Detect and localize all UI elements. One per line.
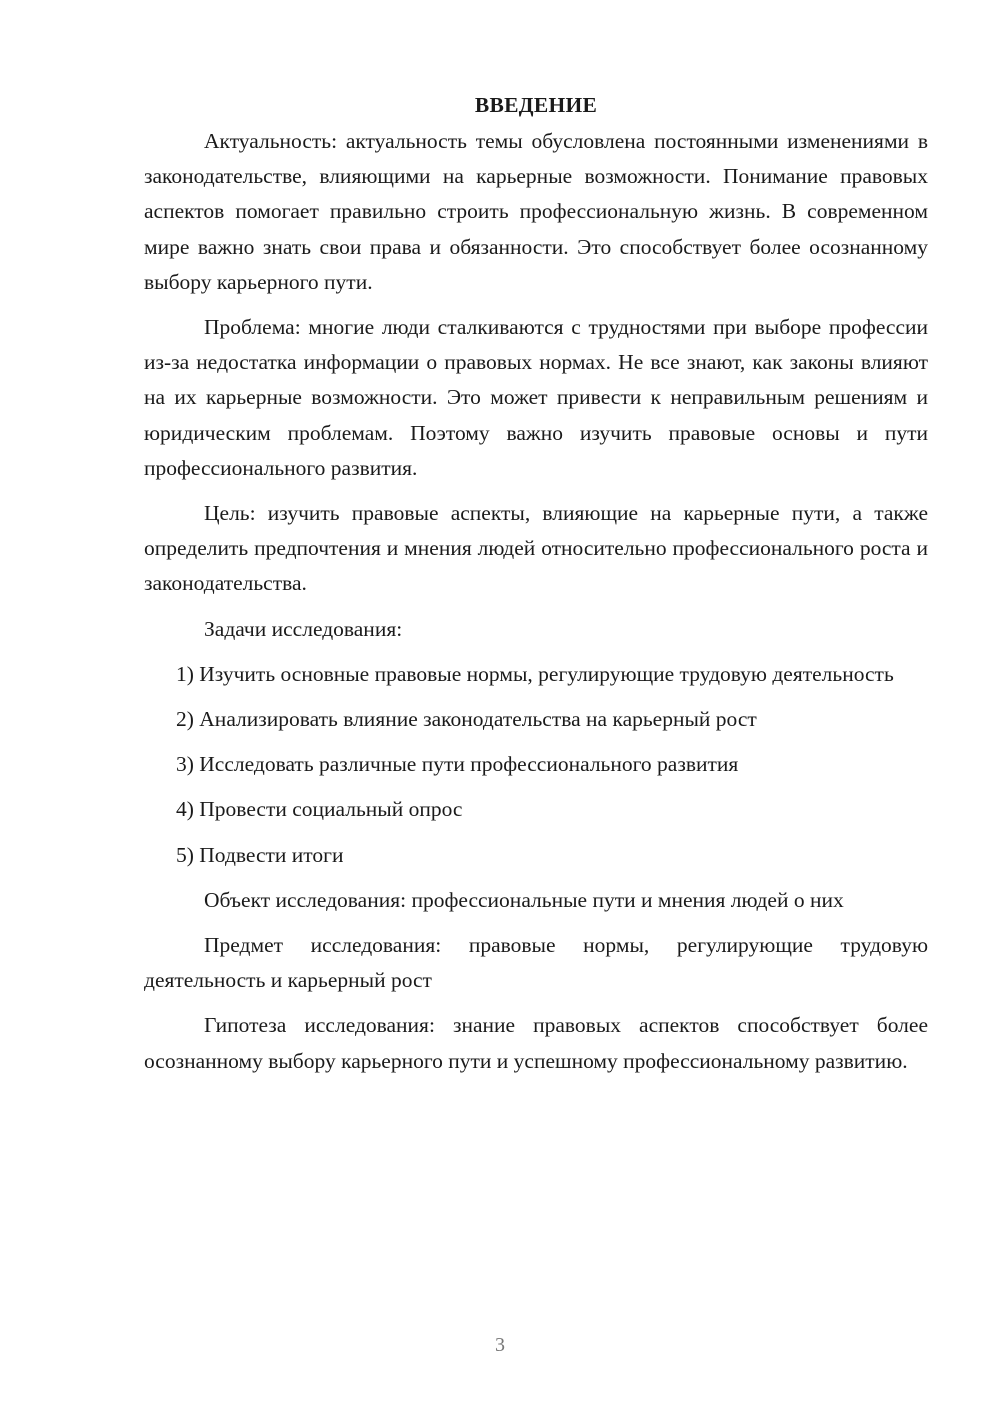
task-item: 3) Исследовать различные пути профессионального развития — [176, 752, 739, 777]
task-item: 2) Анализировать влияние законодательства на карьерный рост — [176, 707, 757, 732]
task-item: 5) Подвести итоги — [176, 842, 344, 867]
task-item: 1) Изучить основные правовые нормы, регулирующие трудовую деятельность — [176, 661, 894, 686]
subject-paragraph: Предмет исследования: правовые нормы, регулирующие трудовую деятельность и карьерный рост — [144, 933, 928, 993]
object-paragraph: Объект исследования: профессиональные пути и мнения людей о них — [204, 887, 844, 912]
document-page — [144, 88, 928, 1089]
task-item: 4) Провести социальный опрос — [176, 797, 463, 822]
page-number: 3 — [495, 1334, 505, 1356]
problem-paragraph: Проблема: многие люди сталкиваются с трудностями при выборе профессии из-за недостатка информации о правовых нормах. Не все знают, как законы влияют на их карьерные возможности. Это может привести к неправильным решениям и юридическим проблемам. Поэтому важно изучить правовые основы и пути профессионального развития. — [144, 315, 928, 480]
tasks-heading: Задачи исследования: — [204, 616, 403, 641]
goal-paragraph: Цель: изучить правовые аспекты, влияющие на карьерные пути, а также определить предпочтения и мнения людей относительно профессионального роста и законодательства. — [144, 501, 928, 596]
page-title: ВВЕДЕНИЕ — [474, 93, 598, 117]
relevance-paragraph: Актуальность: актуальность темы обусловлена постоянными изменениями в законодательстве, влияющими на карьерные возможности. Понимание правовых аспектов помогает правильно строить профессиональную жизнь. В современном мире важно знать свои права и обязанности. Это способствует более осознанному выбору карьерного пути. — [144, 129, 928, 294]
hypothesis-paragraph: Гипотеза исследования: знание правовых аспектов способствует более осознанному выбору карьерного пути и успешному профессиональному развитию. — [144, 1013, 928, 1073]
